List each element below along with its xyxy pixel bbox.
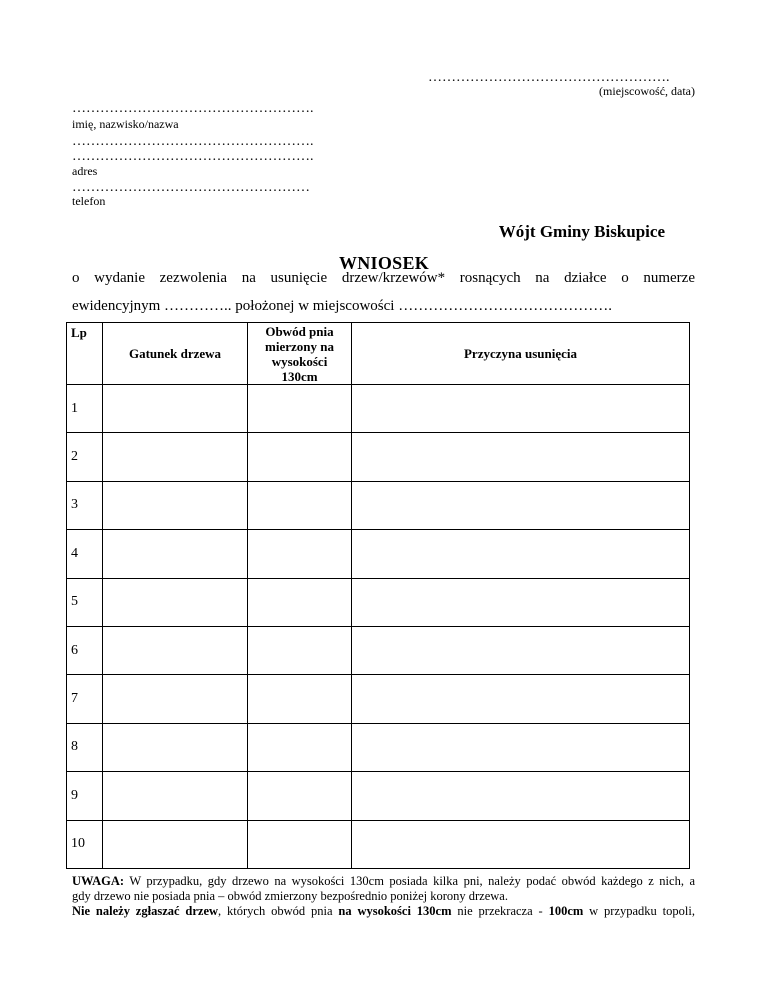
reason-cell[interactable] xyxy=(352,820,690,868)
species-cell[interactable] xyxy=(103,820,248,868)
reason-cell[interactable] xyxy=(352,723,690,771)
name-dots[interactable]: ……………………………………………. xyxy=(72,101,314,116)
species-cell[interactable] xyxy=(103,481,248,529)
note-line-3 xyxy=(72,904,695,919)
row-number: 2 xyxy=(67,433,103,481)
species-cell[interactable] xyxy=(103,723,248,771)
table-row xyxy=(67,723,690,771)
circumference-cell[interactable] xyxy=(248,723,352,771)
name-label: imię, nazwisko/nazwa xyxy=(72,117,179,131)
row-number: 4 xyxy=(67,530,103,578)
circumference-cell[interactable] xyxy=(248,433,352,481)
table-row xyxy=(67,385,690,433)
header-circumference-label: Obwód pnia mierzony na wysokości 130cm xyxy=(265,323,334,384)
address-dots-1[interactable]: ……………………………………………. xyxy=(72,134,314,149)
row-number: 5 xyxy=(67,578,103,626)
table-row xyxy=(67,820,690,868)
circumference-cell[interactable] xyxy=(248,530,352,578)
note-line-3-bold-3: 100cm xyxy=(548,904,584,918)
trees-table xyxy=(66,322,690,869)
row-number: 6 xyxy=(67,626,103,674)
species-cell[interactable] xyxy=(103,772,248,820)
request-line-2: ewidencyjnym ………….. położonej w miejscowości ……………………………………. xyxy=(72,298,612,314)
reason-cell[interactable] xyxy=(352,578,690,626)
table-row xyxy=(67,626,690,674)
header-species: Gatunek drzewa xyxy=(103,323,248,385)
note-line-3-bold-1: Nie należy zgłaszać drzew xyxy=(72,904,219,918)
row-number: 7 xyxy=(67,675,103,723)
note-line-3-text-2: nie przekracza - xyxy=(451,904,549,918)
address-label: adres xyxy=(72,164,98,178)
header-reason: Przyczyna usunięcia xyxy=(352,323,690,385)
species-cell[interactable] xyxy=(103,578,248,626)
circumference-cell[interactable] xyxy=(248,481,352,529)
row-number: 8 xyxy=(67,723,103,771)
note-label: UWAGA: xyxy=(72,874,125,888)
table-row xyxy=(67,433,690,481)
species-cell[interactable] xyxy=(103,675,248,723)
circumference-cell[interactable] xyxy=(248,772,352,820)
reason-cell[interactable] xyxy=(352,772,690,820)
table-header-row xyxy=(67,323,690,385)
row-number: 9 xyxy=(67,772,103,820)
phone-label: telefon xyxy=(72,194,106,208)
table-row xyxy=(67,481,690,529)
header-circumference xyxy=(248,323,352,385)
header-lp: Lp xyxy=(67,323,103,385)
reason-cell[interactable] xyxy=(352,433,690,481)
place-date-dots[interactable]: ……………………………………………. xyxy=(428,70,670,85)
place-date-label: (miejscowość, data) xyxy=(599,84,695,98)
circumference-cell[interactable] xyxy=(248,578,352,626)
species-cell[interactable] xyxy=(103,530,248,578)
row-number: 1 xyxy=(67,385,103,433)
document-title: WNIOSEK xyxy=(338,253,430,273)
circumference-cell[interactable] xyxy=(248,626,352,674)
address-dots-2[interactable]: ……………………………………………. xyxy=(72,149,314,164)
note-line-1-text: W przypadku, gdy drzewo na wysokości 130cm posiada kilka pni, należy podać obwód każdego z nich, a xyxy=(124,874,695,888)
species-cell[interactable] xyxy=(103,433,248,481)
species-cell[interactable] xyxy=(103,385,248,433)
table-row xyxy=(67,675,690,723)
species-cell[interactable] xyxy=(103,626,248,674)
reason-cell[interactable] xyxy=(352,530,690,578)
recipient: Wójt Gminy Biskupice xyxy=(498,222,665,241)
request-line-1: o wydanie zezwolenia na usunięcie drzew/krzewów* rosnących na działce o numerze xyxy=(72,270,695,286)
row-number: 10 xyxy=(67,820,103,868)
circumference-cell[interactable] xyxy=(248,385,352,433)
reason-cell[interactable] xyxy=(352,481,690,529)
reason-cell[interactable] xyxy=(352,626,690,674)
row-number: 3 xyxy=(67,481,103,529)
circumference-cell[interactable] xyxy=(248,675,352,723)
note-line-3-text-3: w przypadku topoli, xyxy=(583,904,695,918)
note-line-3-bold-2: na wysokości 130cm xyxy=(338,904,452,918)
table-row xyxy=(67,530,690,578)
phone-dots[interactable]: …………………………………………… xyxy=(72,180,310,195)
table-row xyxy=(67,578,690,626)
reason-cell[interactable] xyxy=(352,385,690,433)
table-row xyxy=(67,772,690,820)
circumference-cell[interactable] xyxy=(248,820,352,868)
note-line-2: gdy drzewo nie posiada pnia – obwód zmierzony bezpośrednio poniżej korony drzewa. xyxy=(72,889,508,903)
note-line-3-text-1: , których obwód pnia xyxy=(218,904,339,918)
note-line-1 xyxy=(72,874,695,889)
reason-cell[interactable] xyxy=(352,675,690,723)
